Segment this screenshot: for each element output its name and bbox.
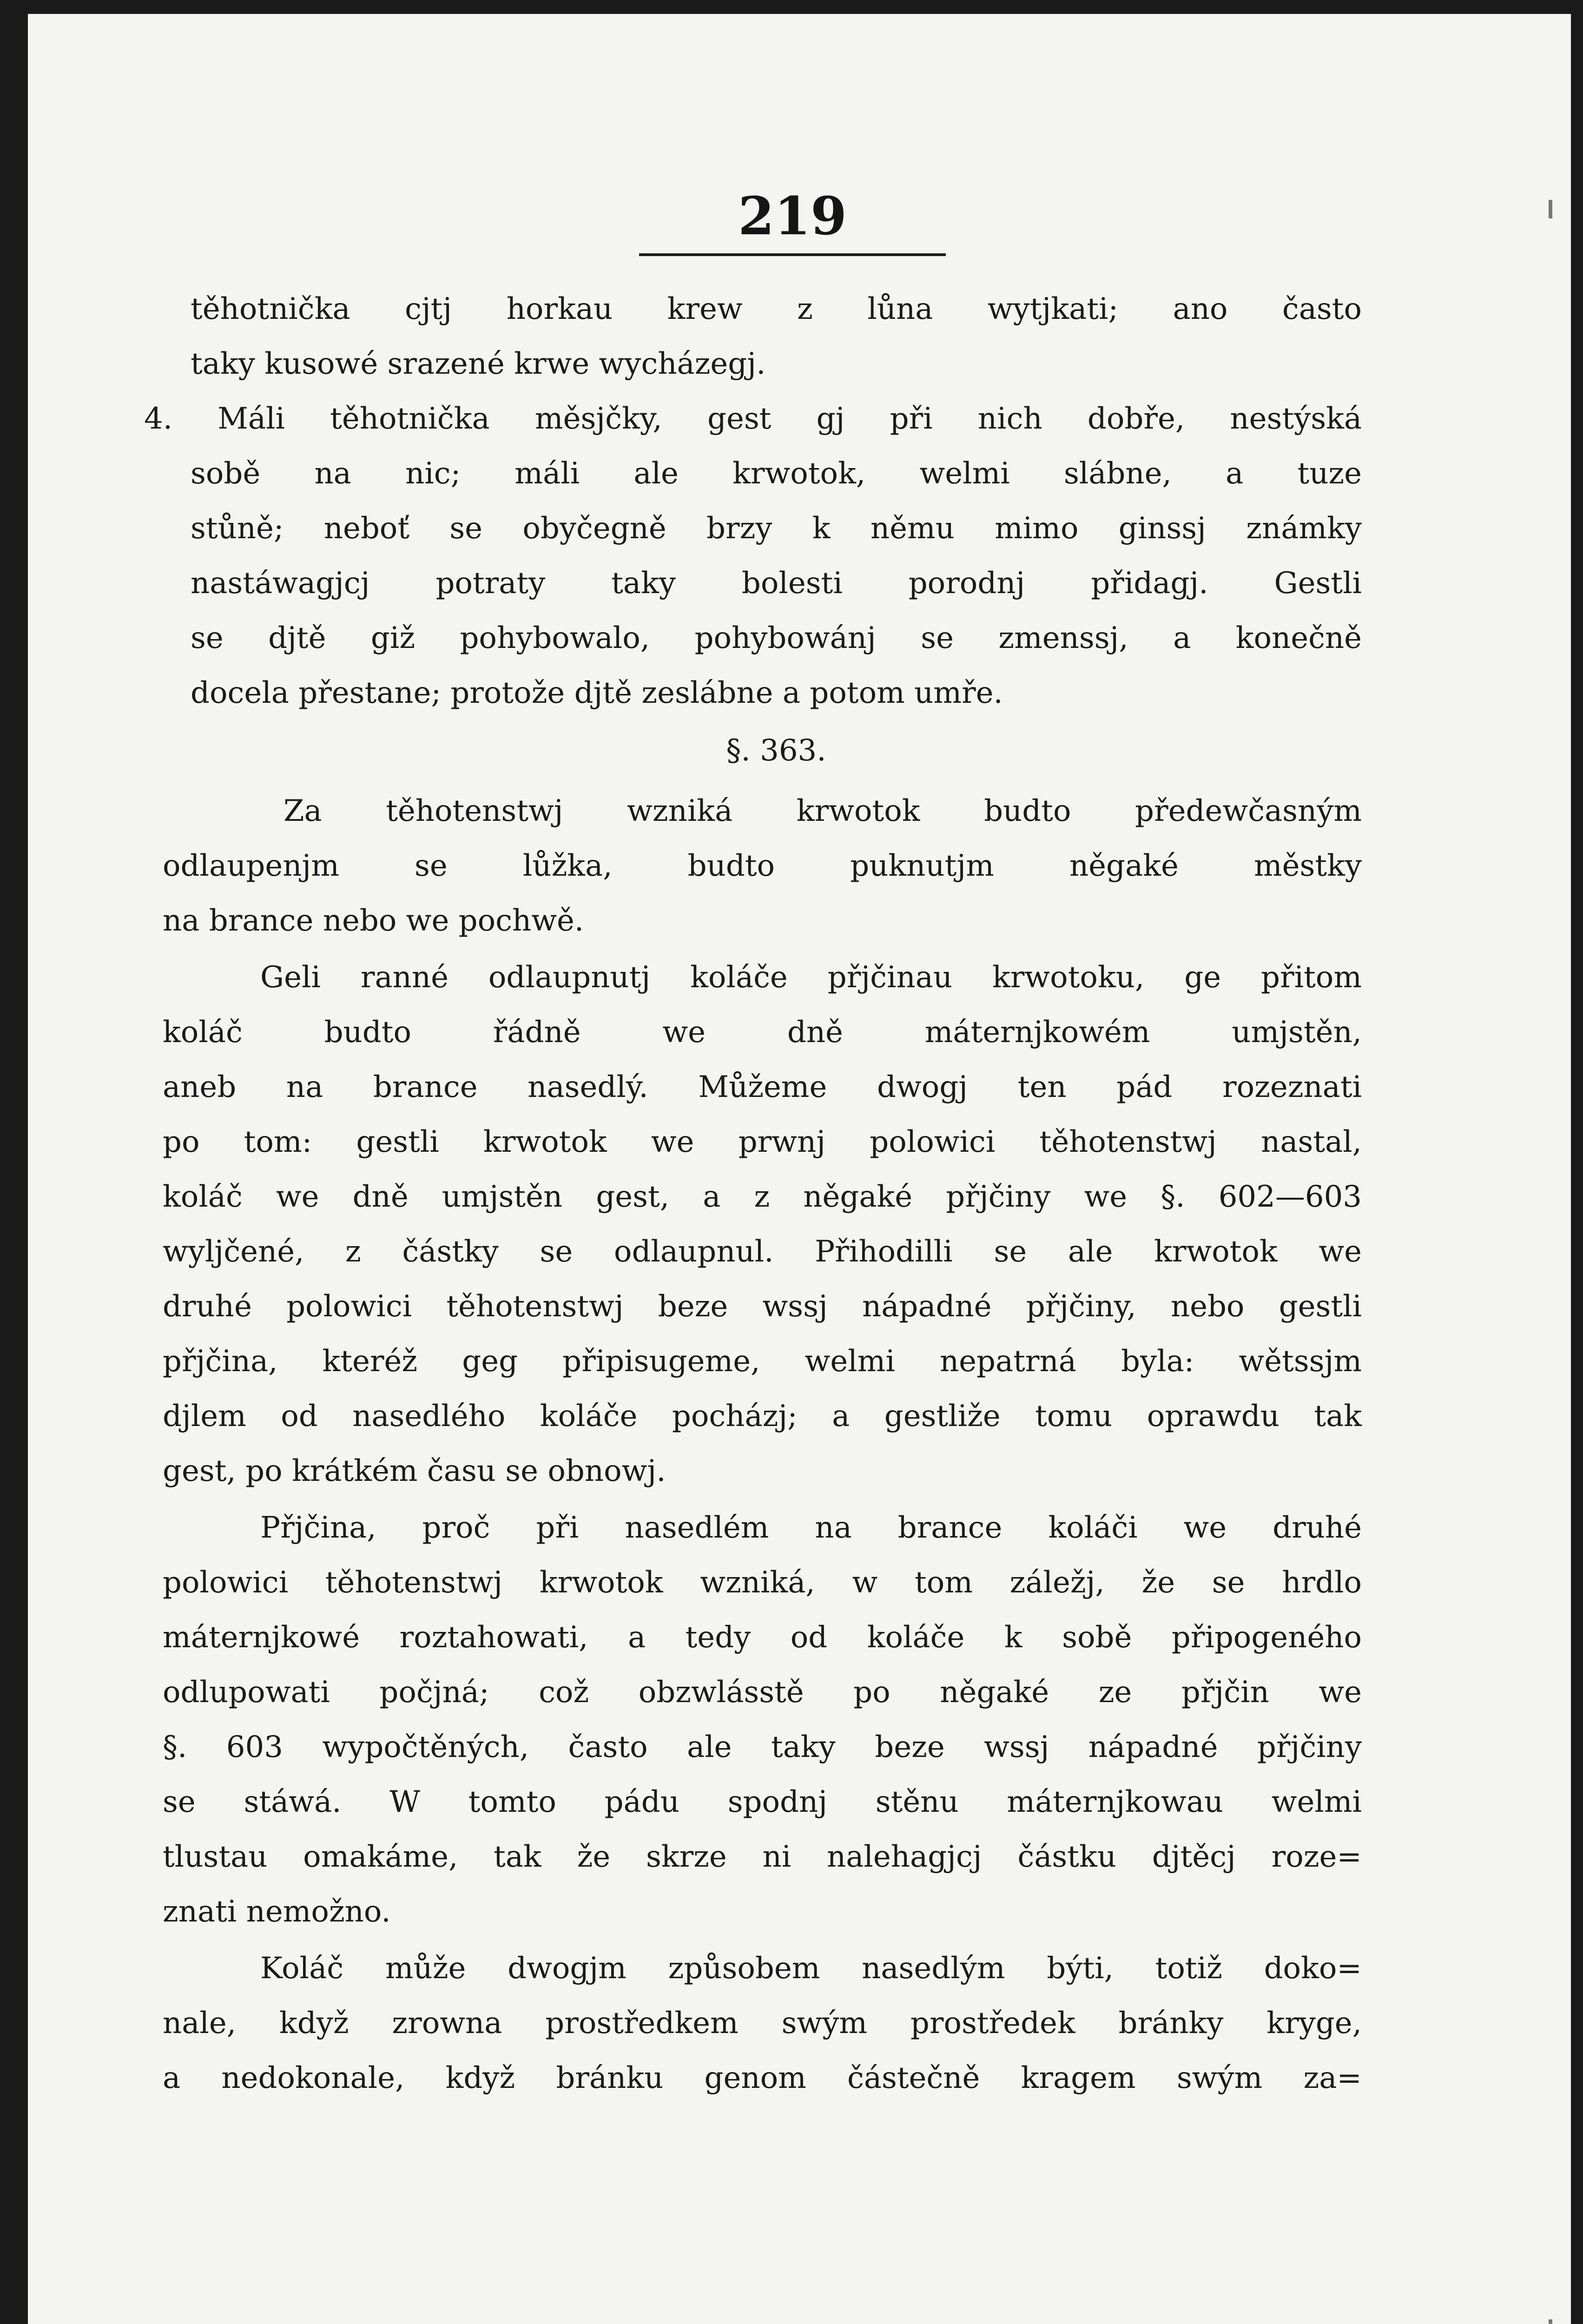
text-line: tlustau omakáme, tak že skrze ni nalehagjcj částku djtěcj roze= (163, 1840, 1362, 1874)
page-number: 219 (738, 186, 847, 247)
text-line: Koláč může dwogjm způsobem nasedlým býti, totiž doko= (260, 1951, 1362, 1986)
text-line: docela přestane; protože djtě zeslábne a potom umře. (191, 676, 1003, 710)
edge-mark (1549, 2319, 1552, 2324)
text-line: polowici těhotenstwj krwotok wzniká, w tom záležj, že se hrdlo (163, 1565, 1362, 1600)
text-line: nastáwagjcj potraty taky bolesti porodnj přidagj. Gestli (191, 566, 1362, 601)
text-line: stůně; neboť se obyčegně brzy k němu mimo ginssj známky (191, 511, 1362, 546)
text-line: koláč budto řádně we dně máternjkowém umjstěn, (163, 1015, 1362, 1050)
text-line: gest, po krátkém času se obnowj. (163, 1454, 666, 1488)
text-line: djlem od nasedlého koláče pocházj; a gestliže tomu oprawdu tak (163, 1399, 1362, 1433)
text-line: Geli ranné odlaupnutj koláče přjčinau krwotoku, ge přitom (260, 960, 1362, 995)
text-line: těhotnička cjtj horkau krew z lůna wytjkati; ano často (191, 292, 1362, 326)
text-line: máternjkowé roztahowati, a tedy od koláče k sobě připogeného (163, 1620, 1362, 1655)
text-line: druhé polowici těhotenstwj beze wssj nápadné přjčiny, nebo gestli (163, 1289, 1362, 1324)
text-line: koláč we dně umjstěn gest, a z něgaké přjčiny we §. 602—603 (163, 1180, 1362, 1214)
text-line: se stáwá. W tomto pádu spodnj stěnu máternjkowau welmi (163, 1785, 1362, 1819)
text-line: přjčina, kteréž geg připisugeme, welmi nepatrná byla: wětssjm (163, 1344, 1362, 1379)
text-line: sobě na nic; máli ale krwotok, welmi slábne, a tuze (191, 456, 1362, 491)
text-line: odlupowati počjná; což obzwlásstě po něgaké ze přjčin we (163, 1675, 1362, 1710)
text-line: znati nemožno. (163, 1895, 391, 1929)
text-line: taky kusowé srazené krwe wycházegj. (191, 347, 766, 381)
header-rule (639, 253, 946, 256)
text-line: Za těhotenstwj wzniká krwotok budto předewčasným (284, 794, 1362, 828)
text-line: Přjčina, proč při nasedlém na brance koláči we druhé (260, 1511, 1362, 1545)
text-line: se djtě giž pohybowalo, pohybowánj se zmenssj, a konečně (191, 621, 1362, 655)
text-line: po tom: gestli krwotok we prwnj polowici těhotenstwj nastal, (163, 1125, 1362, 1159)
text-line: nale, když zrowna prostředkem swým prostředek bránky kryge, (163, 2006, 1362, 2040)
text-line: a nedokonale, když bránku genom částečně kragem swým za= (163, 2061, 1362, 2095)
book-page (28, 14, 1571, 2324)
text-line: aneb na brance nasedlý. Můžeme dwogj ten pád rozeznati (163, 1070, 1362, 1104)
text-line: §. 603 wypočtěných, často ale taky beze wssj nápadné přjčiny (163, 1730, 1362, 1764)
text-line: wyljčené, z částky se odlaupnul. Přihodilli se ale krwotok we (163, 1235, 1362, 1269)
text-line: 4. Máli těhotnička měsjčky, gest gj při nich dobře, nestýská (144, 402, 1362, 436)
text-line: odlaupenjm se lůžka, budto puknutjm něgaké městky (163, 849, 1362, 883)
text-line: na brance nebo we pochwě. (163, 904, 584, 938)
section-heading: §. 363. (726, 733, 826, 768)
edge-mark (1549, 200, 1552, 218)
